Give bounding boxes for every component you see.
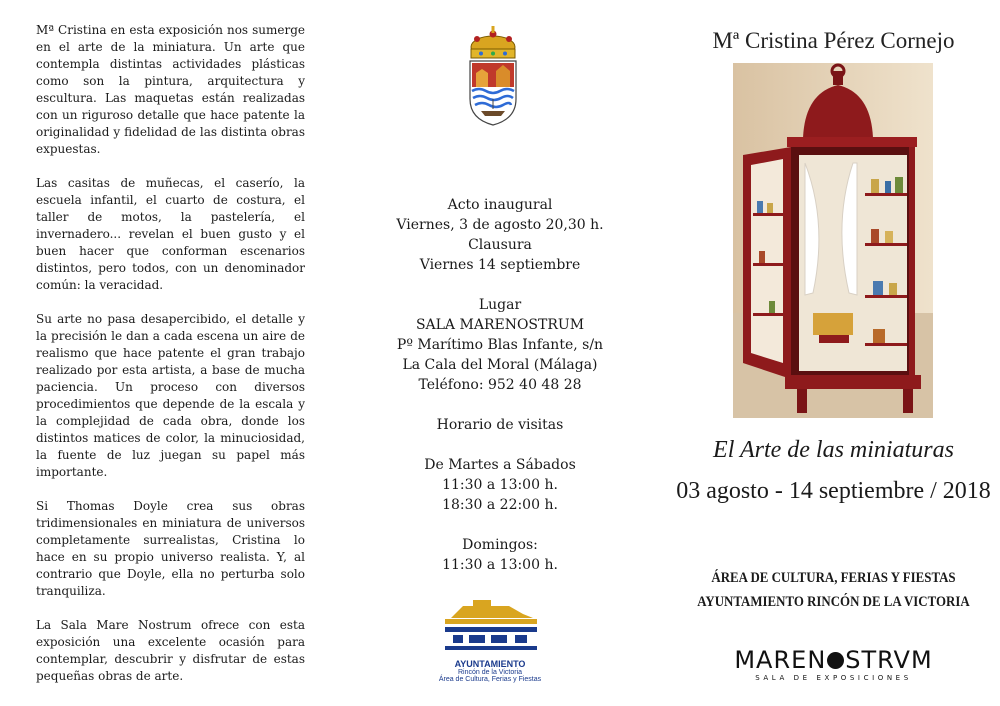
sundays-label: Domingos: [462, 537, 538, 553]
marenostrum-logo [667, 646, 1000, 682]
inauguration-label: Acto inaugural [447, 197, 553, 213]
weekdays-evening: 18:30 a 22:00 h. [442, 497, 558, 513]
marenostrum-wordmark: MAREN STRVM [734, 646, 933, 674]
hours-title: Horario de visitas [436, 417, 564, 433]
inauguration-date: Viernes, 3 de agosto 20,30 h. [396, 217, 604, 233]
middle-panel [333, 0, 667, 706]
marenostrum-subtitle: SALA DE EXPOSICIONES [755, 674, 912, 682]
wordmark-strvm: STRVM [845, 646, 933, 674]
organizer-council: AYUNTAMIENTO RINCÓN DE LA VICTORIA [697, 594, 970, 610]
paragraph-doyle: Si Thomas Doyle crea sus obras tridimensionales en miniatura de universos completamente surrealistas, Cristina lo hace en su propio universo realista. Y, al contrario que Doyle, ella no perturba solo tranquiliza. [36, 499, 305, 598]
weekdays-label: De Martes a Sábados [424, 457, 576, 473]
wordmark-mare: MARE [734, 646, 808, 674]
place-city: La Cala del Moral (Málaga) [402, 357, 598, 373]
paragraph-intro: Mª Cristina en esta exposición nos sumerge en el arte de la miniatura. Un arte que contempla distintas actividades plásticas como son la pintura, arquitectura y escultura. Las maquetas están realizadas con un riguroso detalle que hace patente la originalidad y fidelidad de las distinta obras expuestas. [36, 23, 305, 156]
paragraph-sala: La Sala Mare Nostrum ofrece con esta exposición una excelente ocasión para contemplar, descubrir y disfrutar de estas pequeñas obras de arte. [36, 618, 305, 683]
wordmark-o-circle-icon [827, 652, 844, 669]
paragraph-detail: Su arte no pasa desapercibido, el detalle y la precisión le dan a cada escena un aire de realismo que hace patente el gran trabajo realizado por esta artista, a base de mucha paciencia. Un proceso con diversos procedimientos que depende de la escala y la complejidad de cada obra, donde los distintos matices de color, la minuciosidad, la fuente de luz juegan su papel más importante. [36, 312, 305, 479]
artist-name: Mª Cristina Pérez Cornejo [712, 28, 955, 53]
left-panel [0, 0, 333, 706]
logo-town: Rincón de la Victoria [457, 669, 523, 676]
miniature-lantern-photo [733, 63, 933, 418]
logo-name: AYUNTAMIENTO [454, 659, 526, 669]
ayuntamiento-logo [423, 596, 557, 683]
place-venue: SALA MARENOSTRUM [415, 317, 585, 333]
exhibition-title: El Arte de las miniaturas [713, 437, 954, 463]
weekdays-morning: 11:30 a 13:00 h. [442, 477, 558, 493]
closing-label: Clausura [468, 237, 532, 253]
town-logo-icon [423, 596, 557, 654]
sundays-hours: 11:30 a 13:00 h. [442, 557, 558, 573]
logo-area: Área de Cultura, Ferias y Fiestas [438, 676, 542, 683]
organizer-area: ÁREA DE CULTURA, FERIAS Y FIESTAS [711, 570, 956, 586]
paragraph-scenes: Las casitas de muñecas, el caserío, la escuela infantil, el cuarto de costura, el taller de motos, la pastelería, el invernadero... revelan el buen gusto y el buen hacer que conforman escenarios distintos, pero todos, con un denominador común: la veracidad. [36, 176, 305, 292]
coat-of-arms-icon [463, 25, 523, 127]
exhibition-dates: 03 agosto - 14 septiembre / 2018 [676, 478, 991, 504]
place-label: Lugar [478, 297, 522, 313]
closing-date: Viernes 14 septiembre [419, 257, 581, 273]
place-address: Pº Marítimo Blas Infante, s/n [396, 337, 604, 353]
place-phone: Teléfono: 952 40 48 28 [418, 377, 582, 393]
